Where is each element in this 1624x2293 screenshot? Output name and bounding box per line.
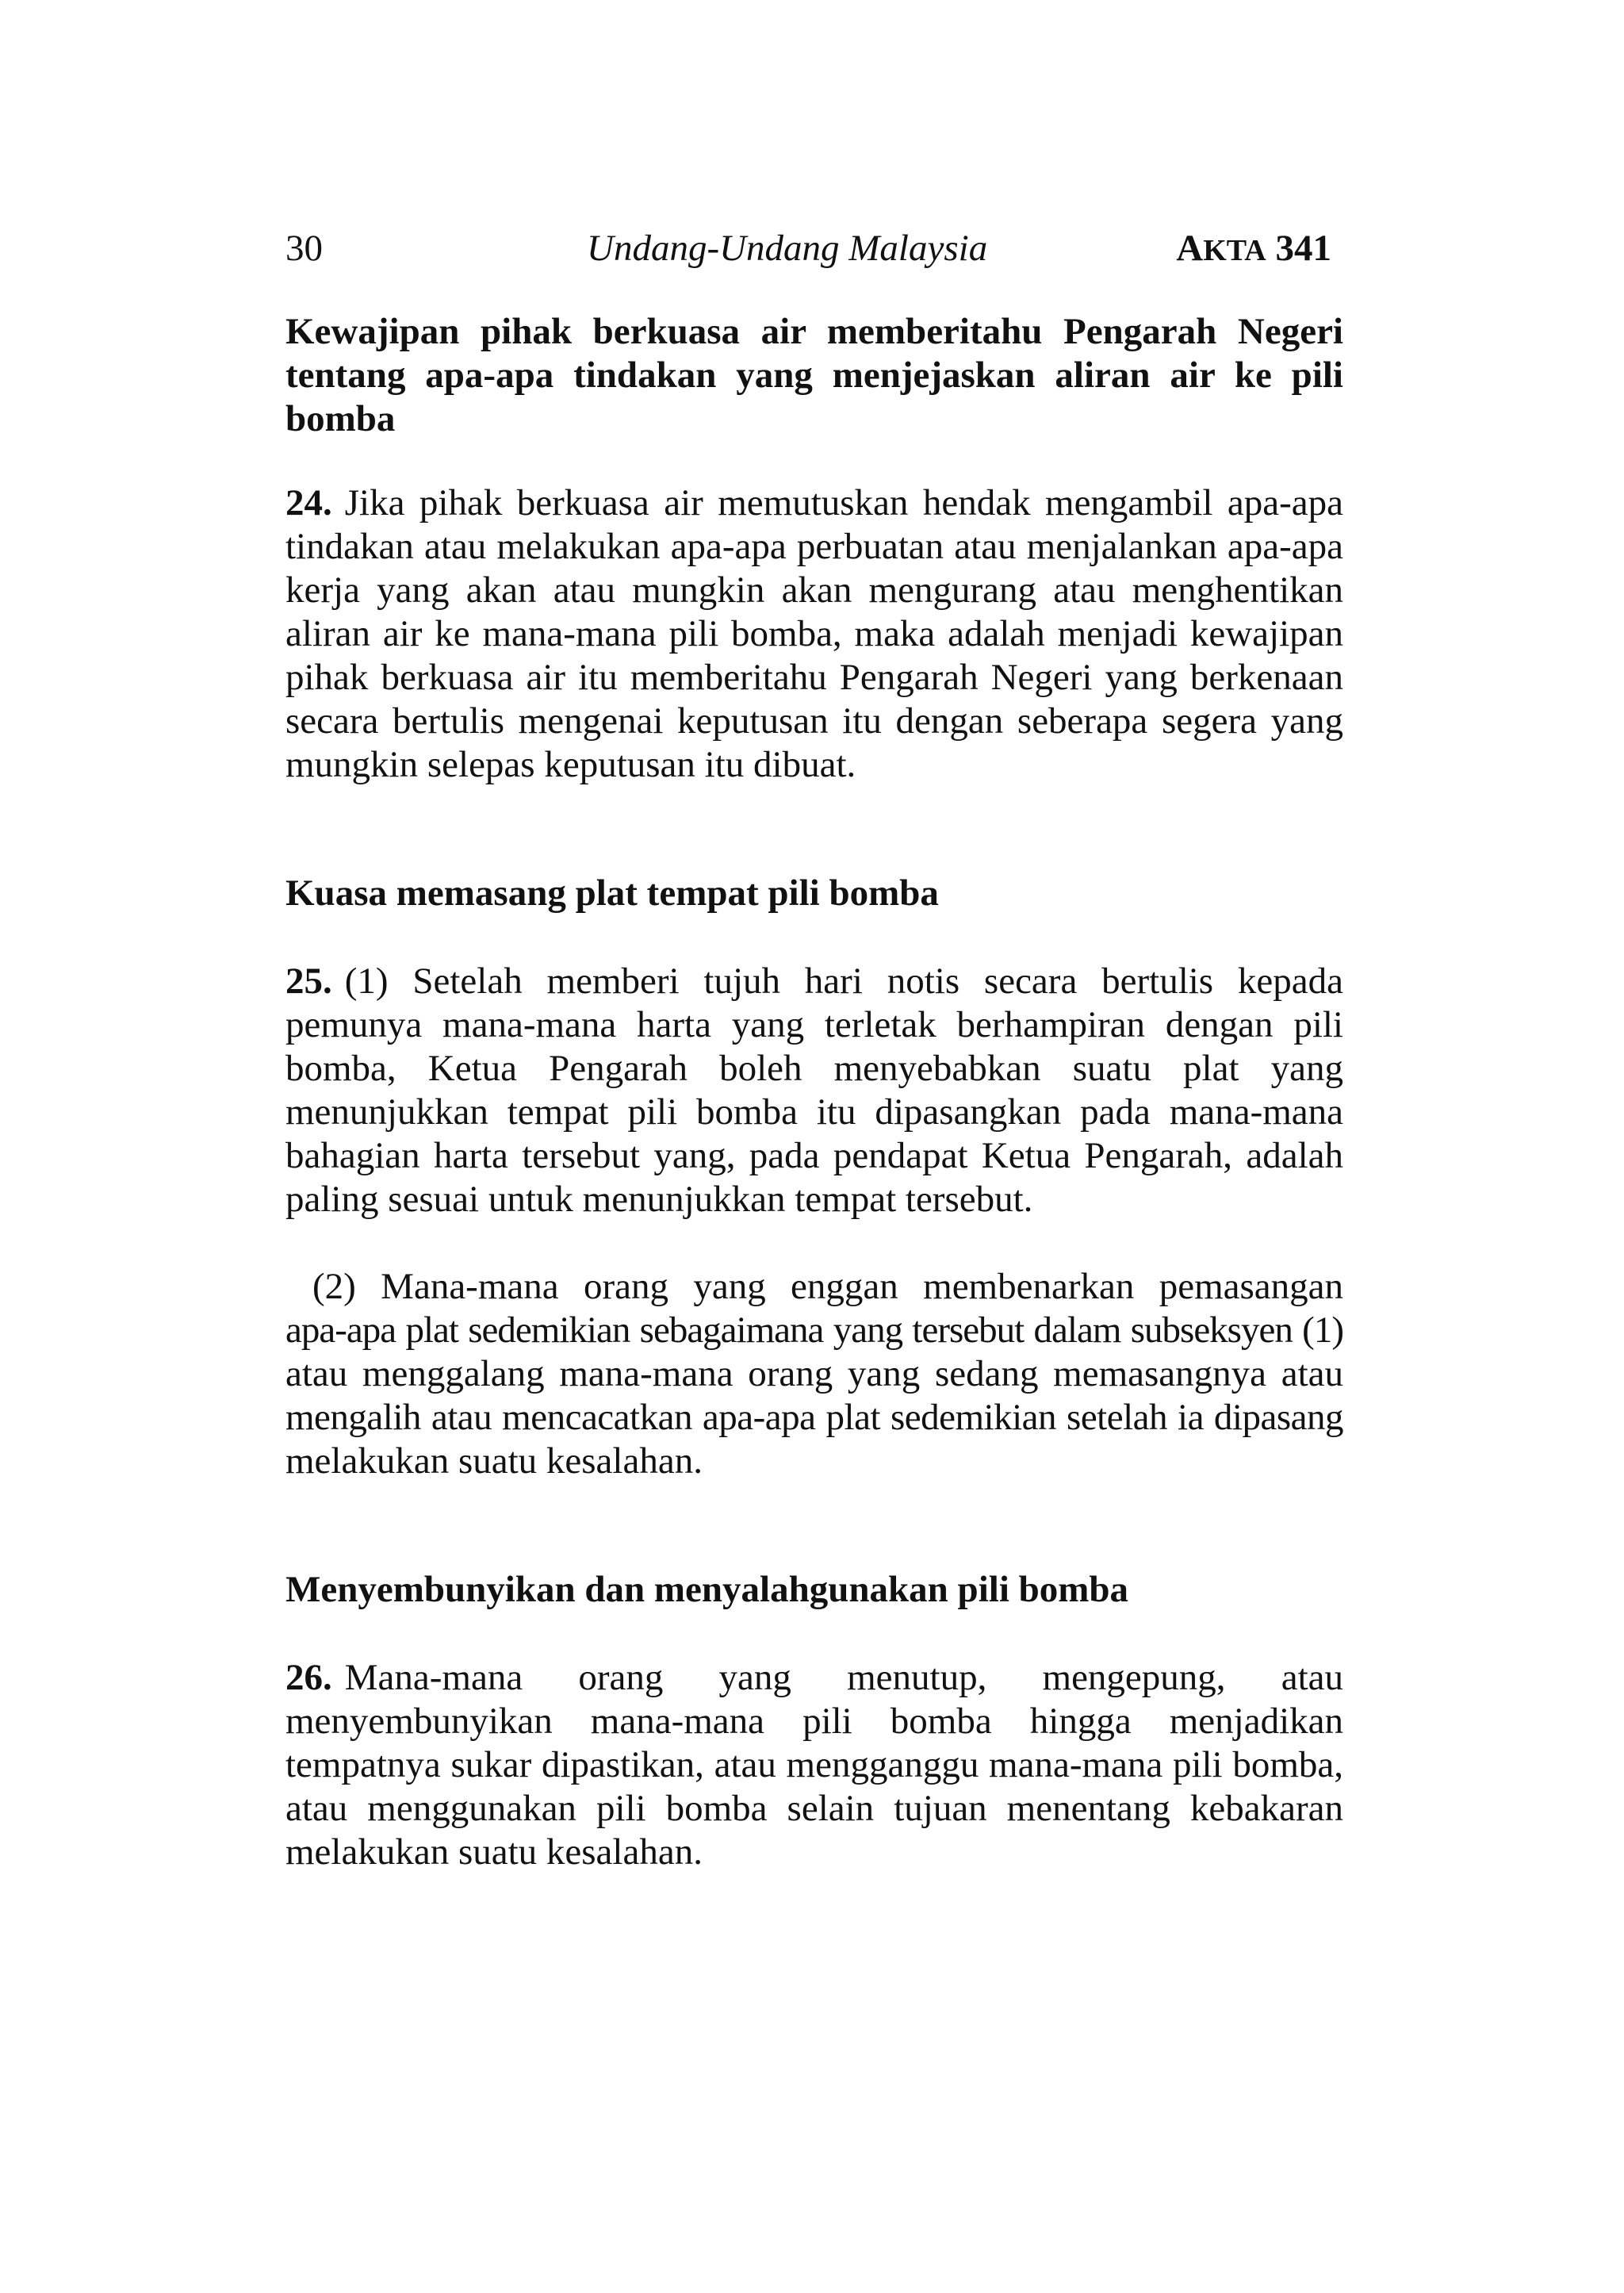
paragraph-line-text: Jika pihak berkuasa air memutuskan hendak mengambil apa-apa [344, 482, 1343, 523]
paragraph-line-text: Mana-mana orang yang menutup, mengepung, atau [344, 1657, 1343, 1698]
section-paragraph [285, 960, 1343, 1221]
paragraph-line: bahagian harta tersebut yang, pada pendapat Ketua Pengarah, adalah [285, 1135, 1343, 1176]
paragraph-line: (2) Mana-mana orang yang enggan membenarkan pemasangan [312, 1266, 1343, 1307]
paragraph-line: tempatnya sukar dipastikan, atau mengganggu mana-mana pili bomba, [285, 1744, 1343, 1785]
paragraph-line: secara bertulis mengenai keputusan itu dengan seberapa segera yang [285, 700, 1343, 742]
heading-line: tentang apa-apa tindakan yang menjejaskan aliran air ke pili [285, 355, 1343, 396]
paragraph-line: bomba, Ketua Pengarah boleh menyebabkan suatu plat yang [285, 1048, 1343, 1089]
section-number: 26. [285, 1657, 332, 1698]
heading-line: Kuasa memasang plat tempat pili bomba [285, 872, 939, 914]
paragraph-line: pemunya mana-mana harta yang terletak berhampiran dengan pili [285, 1004, 1343, 1045]
section-heading [285, 872, 1343, 915]
paragraph-line: melakukan suatu kesalahan. [285, 1831, 703, 1873]
page-number: 30 [285, 228, 323, 269]
paragraph-line: menunjukkan tempat pili bomba itu dipasangkan pada mana-mana [285, 1091, 1343, 1133]
paragraph-line [285, 1656, 1343, 1700]
paragraph-line: apa-apa plat sedemikian sebagaimana yang tersebut dalam subseksyen (1) [285, 1309, 1343, 1351]
paragraph-line-text: (1) Setelah memberi tujuh hari notis secara bertulis kepada [344, 961, 1343, 1002]
paragraph-line: pihak berkuasa air itu memberitahu Pengarah Negeri yang berkenaan [285, 657, 1343, 698]
paragraph-line: kerja yang akan atau mungkin akan mengurang atau menghentikan [285, 569, 1343, 611]
act-word: AKTA [1176, 228, 1266, 269]
paragraph-line: atau menggunakan pili bomba selain tujuan menentang kebakaran [285, 1788, 1343, 1829]
paragraph-line: atau menggalang mana-mana orang yang sedang memasangnya atau [285, 1353, 1343, 1394]
paragraph-line [285, 960, 1343, 1003]
heading-line: Menyembunyikan dan menyalahgunakan pili bomba [285, 1569, 1129, 1610]
act-number: 341 [1275, 228, 1331, 269]
page-header [285, 227, 1343, 270]
heading-line: bomba [285, 398, 396, 439]
section-paragraph [285, 481, 1343, 787]
section-paragraph [285, 1656, 1343, 1874]
heading-line: Kewajipan pihak berkuasa air memberitahu Pengarah Negeri [285, 311, 1343, 352]
section-paragraph [285, 1265, 1343, 1483]
paragraph-line: mengalih atau mencacatkan apa-apa plat sedemikian setelah ia dipasang [285, 1397, 1343, 1438]
paragraph-line: tindakan atau melakukan apa-apa perbuatan atau menjalankan apa-apa [285, 526, 1343, 567]
paragraph-line: aliran air ke mana-mana pili bomba, maka adalah menjadi kewajipan [285, 613, 1343, 654]
paragraph-line: paling sesuai untuk menunjukkan tempat tersebut. [285, 1179, 1033, 1220]
paragraph-line: menyembunyikan mana-mana pili bomba hingga menjadikan [285, 1701, 1343, 1742]
section-number: 24. [285, 482, 332, 523]
section-number: 25. [285, 961, 332, 1002]
paragraph-line: mungkin selepas keputusan itu dibuat. [285, 744, 856, 785]
section-heading [285, 310, 1343, 441]
act-label [1176, 227, 1331, 273]
section-heading [285, 1568, 1343, 1612]
paragraph-line [285, 481, 1343, 525]
paragraph-line: melakukan suatu kesalahan. [285, 1440, 703, 1482]
running-title: Undang-Undang Malaysia [587, 228, 988, 269]
